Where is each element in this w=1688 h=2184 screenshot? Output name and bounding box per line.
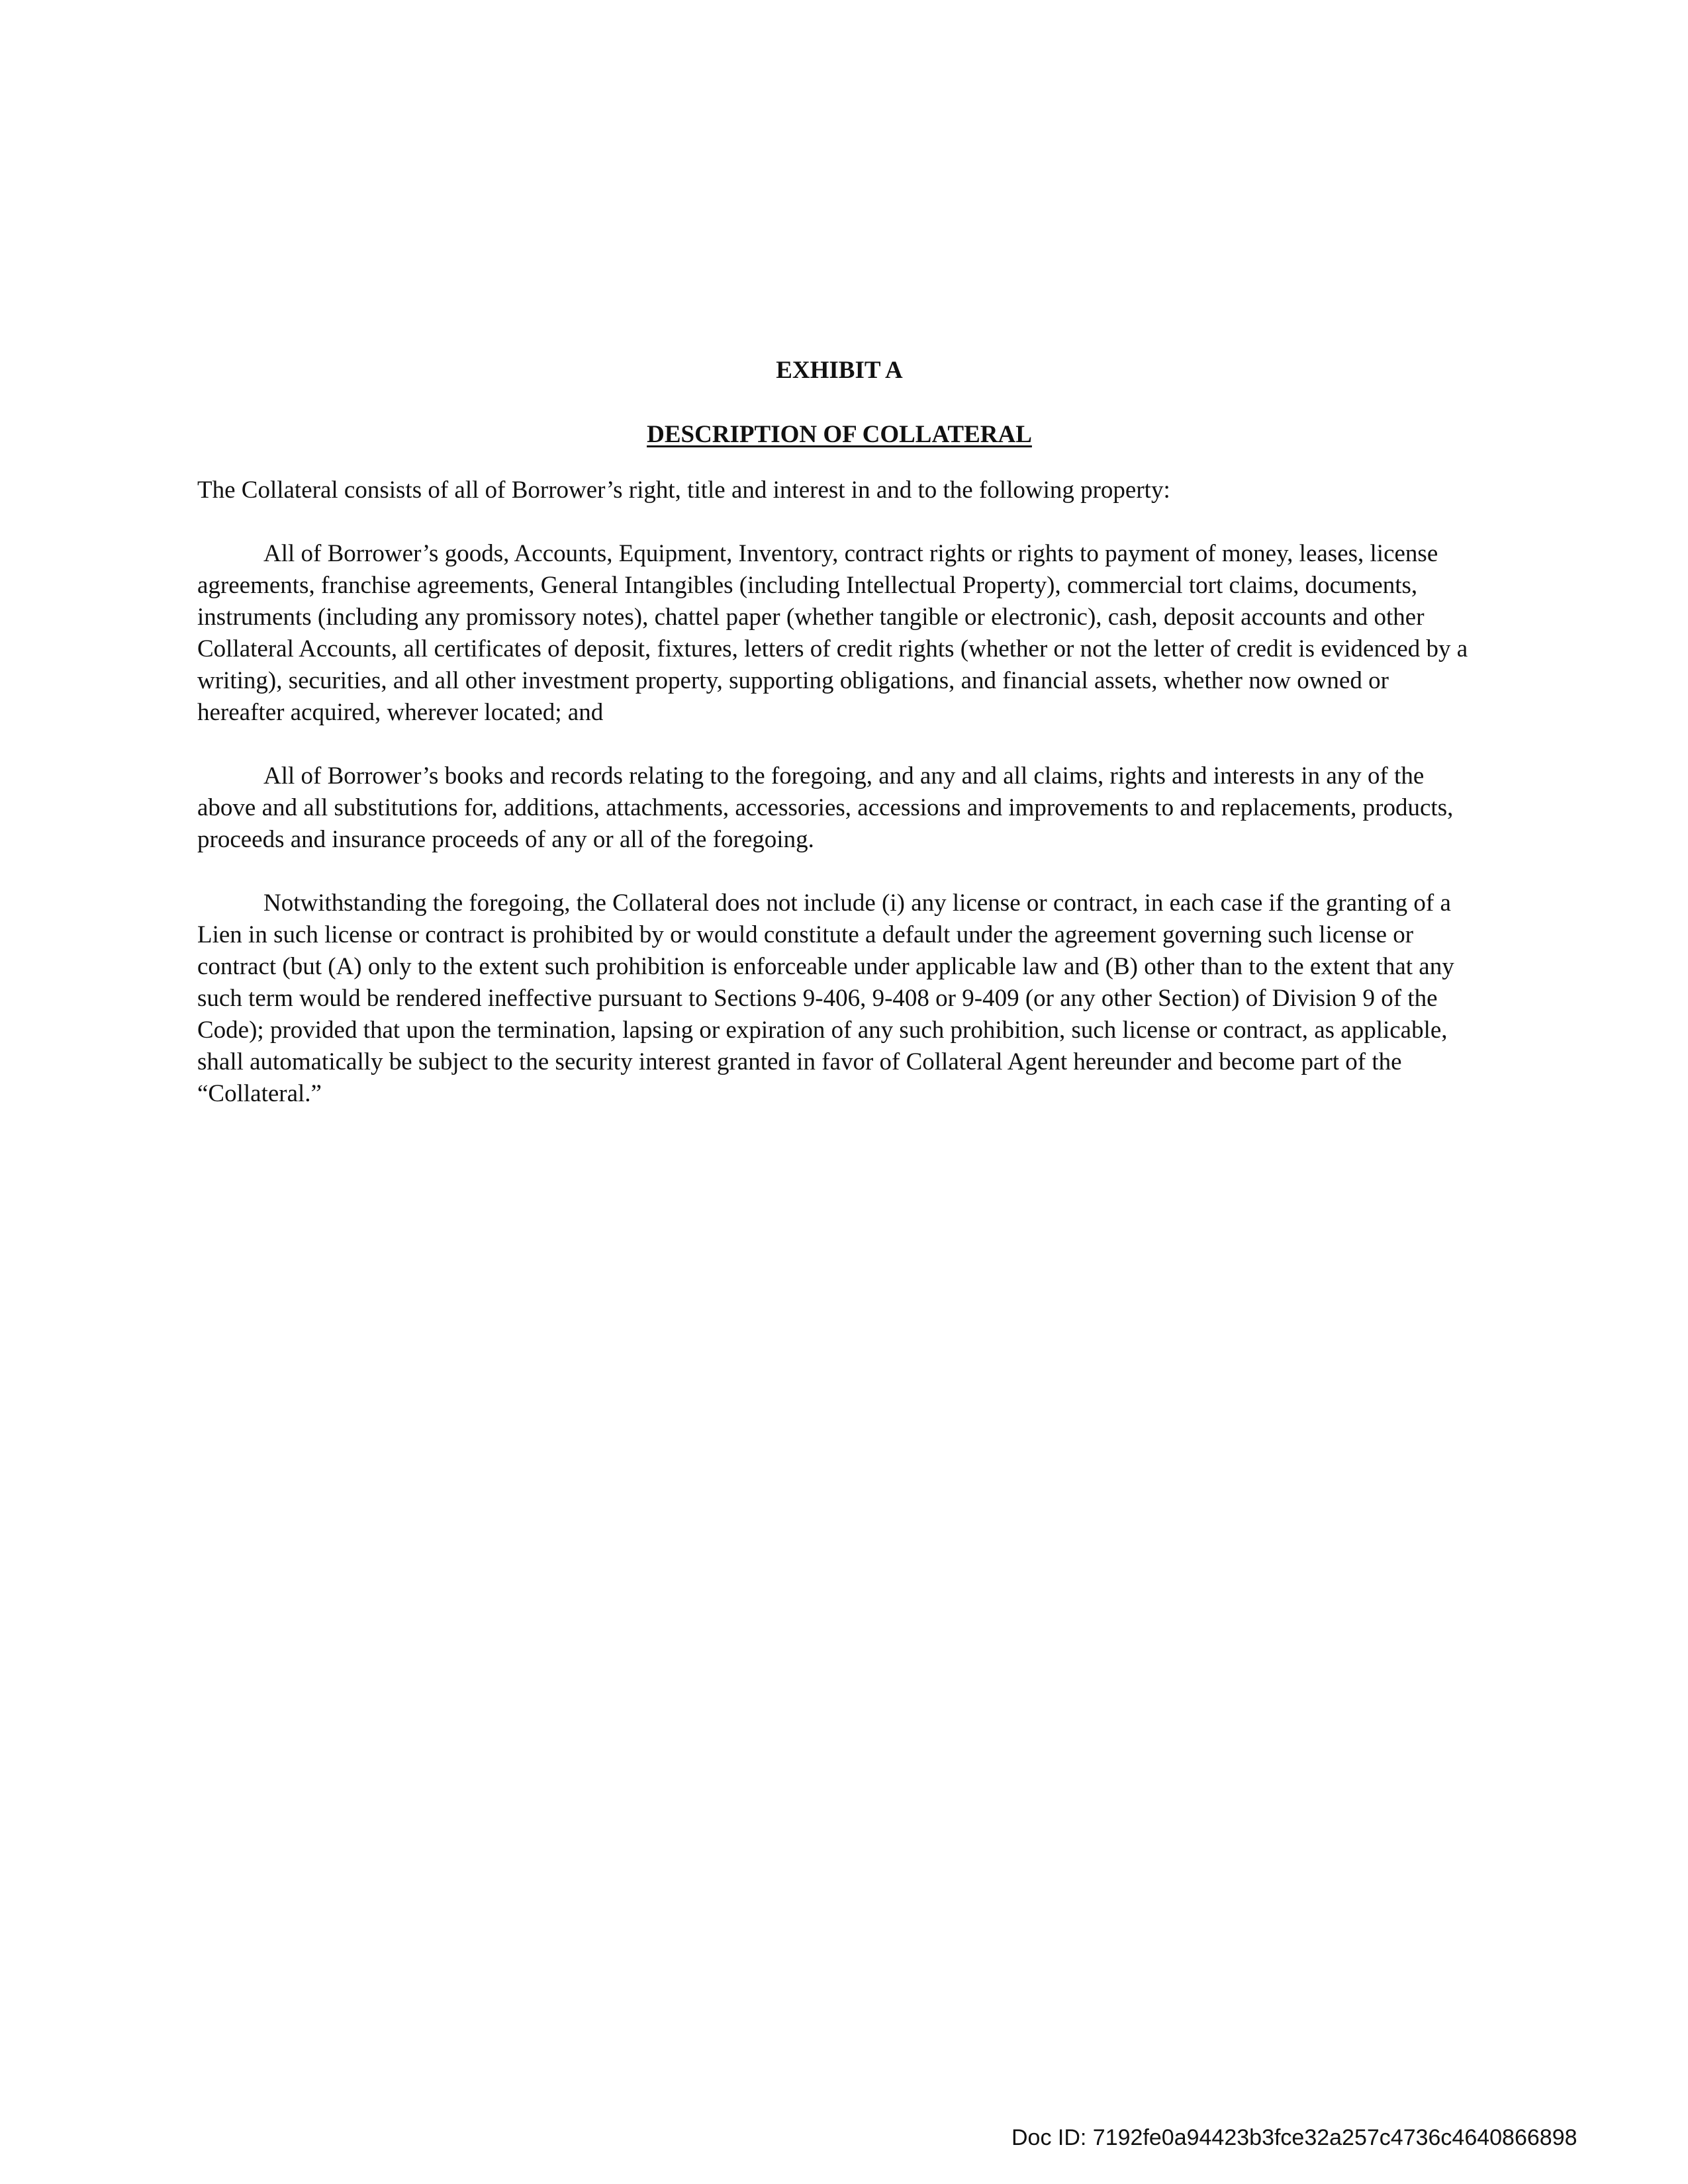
intro-paragraph: The Collateral consists of all of Borrower’s right, title and interest in and to the following property:: [197, 477, 1170, 504]
collateral-paragraph-2: All of Borrower’s books and records relating to the foregoing, and any and all claims, rights and interests in any of the above and all substitutions for, additions, attachments, accessories, accessions and improvements to and replacements, products, proceeds and insurance proceeds of any or all of the foregoing.: [197, 762, 1454, 853]
exclusions-paragraph: Notwithstanding the foregoing, the Collateral does not include (i) any license or contract, in each case if the granting of a Lien in such license or contract is prohibited by or would constitute a default under the agreement governing such license or contract (but (A) only to the extent such prohibition is enforceable under applicable law and (B) other than to the extent that any such term would be rendered ineffective pursuant to Sections 9-406, 9-408 or 9-409 (or any other Section) of Division 9 of the Code); provided that upon the termination, lapsing or expiration of any such prohibition, such license or contract, as applicable, shall automatically be subject to the security interest granted in favor of Collateral Agent hereunder and become part of the “Collateral.”: [197, 889, 1454, 1107]
document-body: [197, 351, 1481, 1110]
exhibit-title: EXHIBIT A: [776, 357, 903, 384]
doc-id-footer: Doc ID: 7192fe0a94423b3fce32a257c4736c4640866898: [1011, 2125, 1577, 2150]
section-heading: DESCRIPTION OF COLLATERAL: [647, 421, 1032, 448]
collateral-paragraph-1: All of Borrower’s goods, Accounts, Equipment, Inventory, contract rights or rights to payment of money, leases, license agreements, franchise agreements, General Intangibles (including Intellectual Property), commercial tort claims, documents, instruments (including any promissory notes), chattel paper (whether tangible or electronic), cash, deposit accounts and other Collateral Accounts, all certificates of deposit, fixtures, letters of credit rights (whether or not the letter of credit is evidenced by a writing), securities, and all other investment property, supporting obligations, and financial assets, whether now owned or hereafter acquired, wherever located; and: [197, 540, 1468, 726]
